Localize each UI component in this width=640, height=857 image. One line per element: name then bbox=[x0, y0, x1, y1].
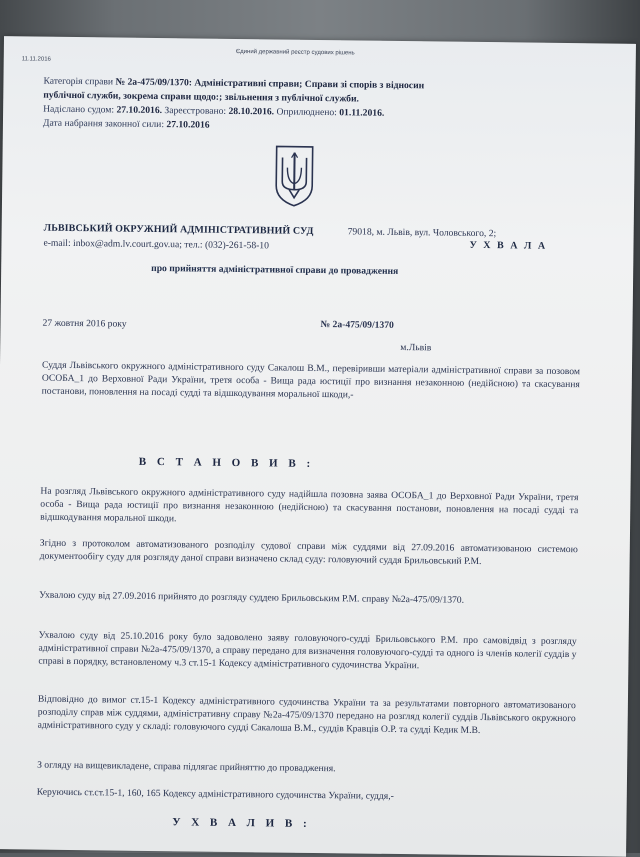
category-label: Категорія справи bbox=[43, 75, 114, 88]
registered-value: 28.10.2016. bbox=[228, 105, 275, 118]
published-value: 01.11.2016. bbox=[339, 107, 385, 119]
category-value-2: публічної служби, зокрема справи щодо:; звільнення з публічної служби. bbox=[43, 89, 359, 105]
published-label: Оприлюднено: bbox=[276, 106, 337, 119]
established-heading: В С Т А Н О В И В : bbox=[138, 455, 315, 470]
intro-paragraph: Суддя Львівського окружного адміністративного суду Сакалош В.М., перевіривши матеріали адміністративної справи за позовом ОСОБА_1 до Верховної Ради України, третя особа - Вища рада юстиції про визнання незаконною (недійсною) та скасування постанови, поновлення на посаді судді та відшкодування моральної шкоди,- bbox=[41, 359, 581, 401]
registered-label: Зареєстровано: bbox=[164, 105, 227, 117]
case-number: № 2а-475/09/1370 bbox=[320, 319, 394, 331]
category-value: № 2а-475/09/1370: Адміністративні справи; Справи зі спорів з відносин bbox=[115, 76, 425, 92]
sent-value: 27.10.2016. bbox=[116, 104, 163, 117]
court-name: ЛЬВІВСЬКИЙ ОКРУЖНИЙ АДМІНІСТРАТИВНИЙ СУД bbox=[43, 222, 314, 237]
paragraph-1: На розгляд Львівського окружного адміністративного суду надійшла позовна заява ОСОБА_1 до Верховної Ради України, третя особа - Вища рада юстиції про визнання незаконною (недійсною) та скасування постанови, поновлення на посаді судді та відшкодування моральної шкоди. bbox=[40, 485, 579, 525]
paragraph-6: З огляду на вищевикладене, справа підлягає прийняттю до провадження. bbox=[37, 759, 336, 775]
city: м.Львів bbox=[400, 342, 432, 354]
court-contacts: e-mail: inbox@adm.lv.court.gov.ua; тел.: (032)-261-58-10 bbox=[43, 237, 270, 252]
effective-line bbox=[43, 117, 210, 133]
subject-line: про прийняття адміністративної справи до провадження bbox=[151, 262, 399, 277]
print-date: 11.11.2016 bbox=[21, 56, 51, 63]
trident-emblem-icon bbox=[272, 143, 317, 208]
paragraph-4: Ухвалою суду від 25.10.2016 року було задоволено заяву головуючого-судді Брильовського Р.М. про самовідвід з розгляду адміністративної справи №2а-475/09/1370, а справу передано для визначення головуючого-судді та одного із членів колегії суддів у справі в порядку, встановленому ч.3 ст.15-1 Кодексу адміністративного судочинства України. bbox=[38, 629, 577, 672]
court-address: 79018, м. Львів, вул. Чоловського, 2; bbox=[347, 226, 497, 240]
decision-date: 27 жовтня 2016 року bbox=[42, 317, 127, 330]
resolved-heading: У Х В А Л И В : bbox=[172, 816, 311, 830]
document-page bbox=[0, 36, 636, 857]
paragraph-3: Ухвалою суду від 27.09.2016 прийнято до розгляду суддею Брильовським Р.М. справу №2а-475/09/1370. bbox=[39, 589, 465, 606]
paragraph-2: Згідно з протоколом автоматизованого розподілу судової справи між суддями від 27.09.2016 автоматизованою системою документообігу суду для розгляду даної справи визначено склад суду: головуючий суддя Брильовський Р.М. bbox=[39, 537, 578, 568]
document-type: У Х В А Л А bbox=[469, 239, 548, 252]
effective-value: 27.10.2016 bbox=[166, 119, 210, 131]
sent-label: Надіслано судом: bbox=[43, 103, 115, 116]
registry-header: Єдиний державний реєстр судових рішень bbox=[235, 48, 355, 57]
paragraph-7: Керуючись ст.ст.15-1, 160, 165 Кодексу адміністративного судочинства України, суддя,- bbox=[36, 786, 394, 802]
paragraph-5: Відповідно до вимог ст.15-1 Кодексу адміністративного судочинства України та за результатами повторного автоматизованого розподілу справ між суддями, адміністративну справу №2а-475/09/1370 передано на розгляд колегії суддів Львівського окружного адміністративного суду у складі: головуючого судді Сакалоша В.М., суддів Кравців О.Р. та судді Кедик М.В. bbox=[37, 693, 576, 737]
effective-label: Дата набрання законної сили: bbox=[42, 117, 165, 131]
